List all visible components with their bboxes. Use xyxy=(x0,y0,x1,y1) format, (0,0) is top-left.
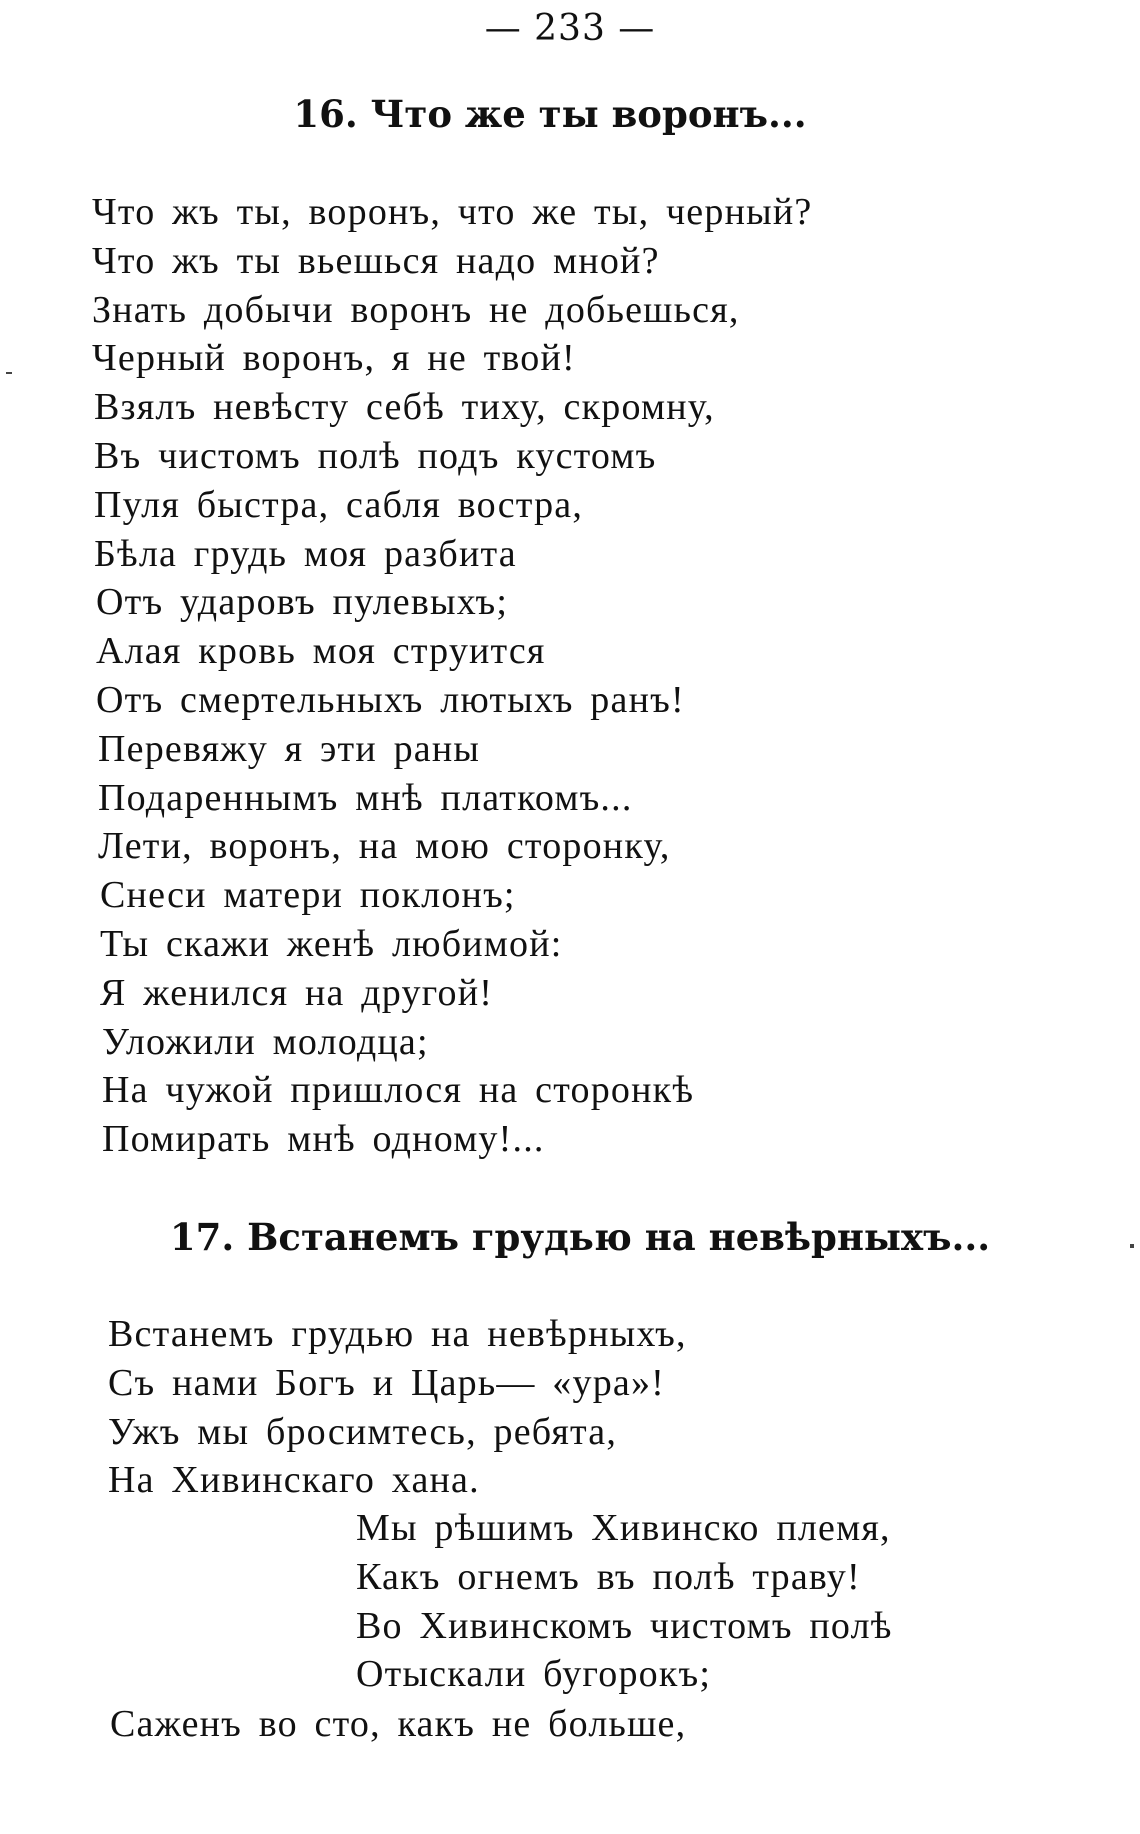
verse-line: Лети, воронъ, на мою сторонку, xyxy=(98,825,671,868)
verse-line: Помирать мнѣ одному!... xyxy=(102,1118,545,1161)
verse-line: На Хивинскаго хана. xyxy=(108,1459,480,1502)
verse-line: Алая кровь моя струится xyxy=(96,630,546,673)
verse-line: Ужъ мы бросимтесь, ребята, xyxy=(108,1410,618,1453)
verse-line: Перевяжу я эти раны xyxy=(98,727,481,770)
verse-line: Черный воронъ, я не твой! xyxy=(92,337,576,380)
page-number: — 233 — xyxy=(484,8,656,49)
verse-line: Что жъ ты, воронъ, что же ты, черный? xyxy=(92,191,813,233)
verse-line: Взялъ невѣсту себѣ тиху, скромну, xyxy=(94,386,715,429)
verse-line: Встанемъ грудью на невѣрныхъ, xyxy=(108,1313,687,1355)
verse-line: Во Хивинскомъ чистомъ полѣ xyxy=(356,1604,893,1647)
verse-line: Отыскали бугорокъ; xyxy=(356,1653,712,1696)
verse-line: На чужой пришлося на сторонкѣ xyxy=(102,1069,695,1112)
verse-line: Я женился на другой! xyxy=(100,971,494,1014)
verse-line: Пуля быстра, сабля востра, xyxy=(94,483,584,526)
song-16-verse xyxy=(92,188,812,1164)
verse-line: Какъ огнемъ въ полѣ траву! xyxy=(356,1555,861,1598)
verse-line: Отъ смертельныхъ лютыхъ ранъ! xyxy=(96,678,685,721)
verse-line: Подареннымъ мнѣ платкомъ... xyxy=(98,776,633,819)
verse-line: Съ нами Богъ и Царь— «ура»! xyxy=(108,1361,666,1404)
verse-line: Бѣла грудь моя разбита xyxy=(94,532,517,575)
song-17-verse-part-b xyxy=(356,1504,893,1699)
verse-line: Уложили молодца; xyxy=(102,1020,429,1063)
song-17-verse-part-a xyxy=(108,1310,687,1505)
print-speck xyxy=(6,372,12,374)
verse-line: Мы рѣшимъ Хивинско племя, xyxy=(356,1507,891,1549)
verse-line: Отъ ударовъ пулевыхъ; xyxy=(96,581,509,624)
song-17-verse-part-c xyxy=(110,1700,686,1749)
verse-line: Знать добычи воронъ не добьешься, xyxy=(92,288,740,331)
verse-line: Что жъ ты вьешься надо мной? xyxy=(92,239,660,282)
song-16-title: 16. Что же ты воронъ... xyxy=(293,92,807,136)
verse-line: Снеси матери поклонъ; xyxy=(100,874,516,917)
verse-line: Саженъ во сто, какъ не больше, xyxy=(110,1703,687,1745)
print-speck xyxy=(1130,1244,1134,1248)
verse-line: Въ чистомъ полѣ подъ кустомъ xyxy=(94,434,657,477)
song-17-title: 17. Встанемъ грудью на невѣрныхъ... xyxy=(169,1215,991,1259)
verse-line: Ты скажи женѣ любимой: xyxy=(100,922,563,965)
